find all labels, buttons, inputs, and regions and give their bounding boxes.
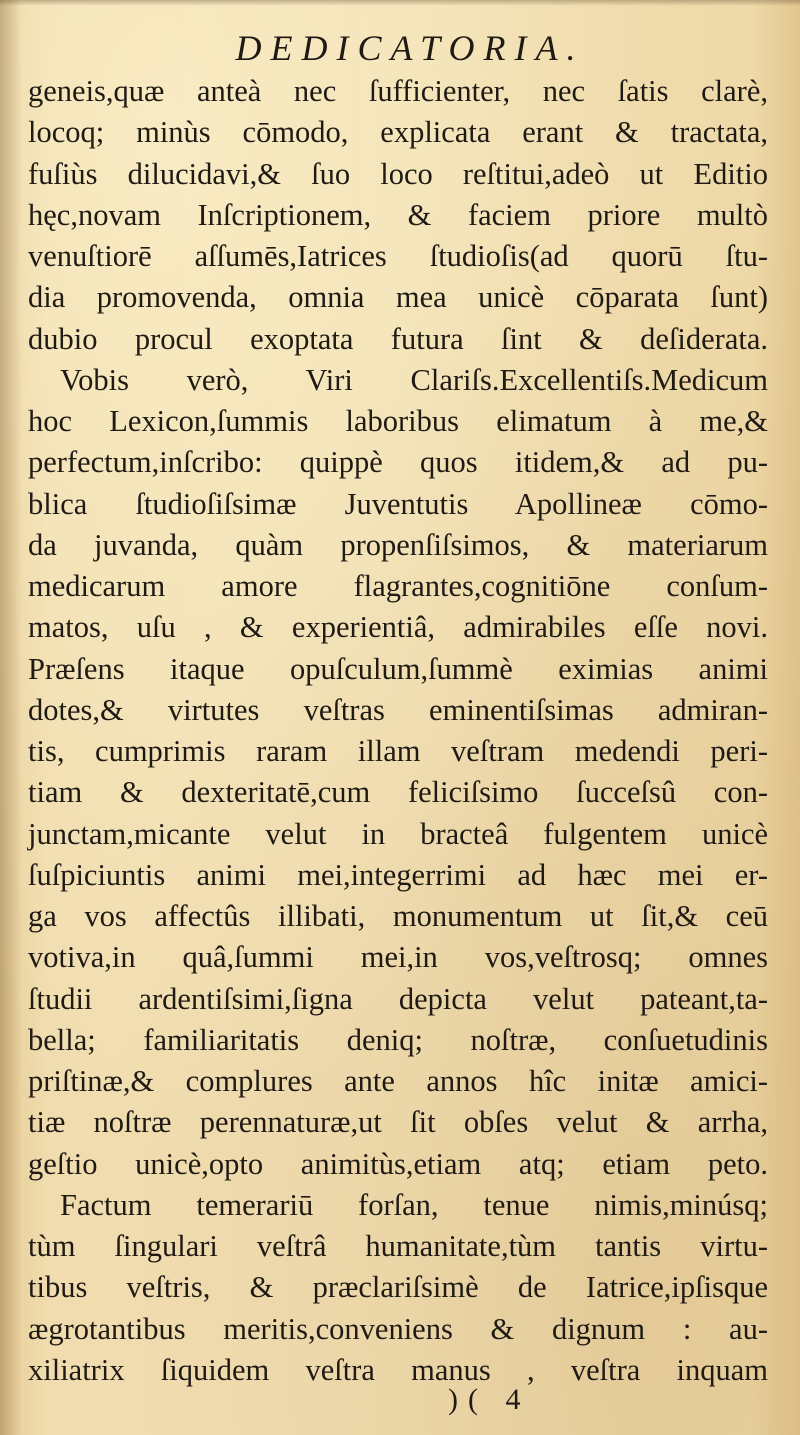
text-line: Vobis verò, Viri Clariſs.Excellentiſs.Medicum xyxy=(60,362,768,397)
text-line: ſuſpiciuntis animi mei,integerrimi ad hæc mei er- xyxy=(28,857,768,892)
text-line: tiæ noſtræ perennaturæ,ut ſit obſes velut & arrha, xyxy=(28,1105,768,1140)
text-line: Factum temerariū forſan, tenue nimis,minúsq; xyxy=(60,1187,768,1222)
text-line: tùm ſingulari veſtrâ humanitate,tùm tantis virtu- xyxy=(28,1229,768,1263)
text-line: dotes,& virtutes veſtras eminentiſsimas admiran- xyxy=(28,692,768,727)
text-line: priſtinæ,& complures ante annos hîc initæ amici- xyxy=(28,1064,768,1098)
text-line: tibus veſtris, & præclariſsimè de Iatrice,ipſisque xyxy=(28,1270,768,1305)
text-line: tis, cumprimis raram illam veſtram medendi peri- xyxy=(28,734,768,768)
text-line: Præſens itaque opuſculum,ſummè eximias animi xyxy=(28,651,768,686)
text-line: hęc,novam Inſcriptionem, & faciem priore multò xyxy=(28,197,768,232)
text-line: matos, uſu , & experientiâ, admirabiles eſſe novi. xyxy=(28,610,768,645)
text-line: ægrotantibus meritis,conveniens & dignum : au- xyxy=(28,1311,768,1346)
text-line: geſtio unicè,opto animitùs,etiam atq; etiam peto. xyxy=(28,1146,768,1181)
text-line: ga vos affectûs illibati, monumentum ut ſit,& ceū xyxy=(28,899,768,933)
text-line: hoc Lexicon,ſummis laboribus elimatum à me,& xyxy=(28,404,768,438)
text-line: fuſiùs dilucidavi,& ſuo loco reſtitui,adeò ut Editio xyxy=(28,156,768,191)
text-line: blica ſtudioſiſsimæ Juventutis Apollineæ cōmo- xyxy=(28,486,768,521)
text-line: medicarum amore flagrantes,cognitiōne conſum- xyxy=(28,569,768,603)
text-line: locoq; minùs cōmodo, explicata erant & tractata, xyxy=(28,115,768,150)
text-line: junctam,micante velut in bracteâ fulgentem unicè xyxy=(28,816,768,851)
page-heading: DEDICATORIA. xyxy=(235,28,585,68)
signature-mark: )( 4 xyxy=(448,1383,531,1416)
text-line: geneis,quæ anteà nec ſufficienter, nec ſatis clarè, xyxy=(28,74,768,108)
page-gutter-shadow xyxy=(0,0,22,1435)
text-line: dia promovenda, omnia mea unicè cōparata ſunt) xyxy=(28,280,768,315)
text-line: tiam & dexteritatē,cum feliciſsimo ſucceſsû con- xyxy=(28,775,768,810)
text-line: ſtudii ardentiſsimi,ſigna depicta velut pateant,ta- xyxy=(28,981,768,1016)
text-line: bella; familiaritatis deniq; noſtræ, conſuetudinis xyxy=(28,1022,768,1057)
text-line: xiliatrix ſiquidem veſtra manus , veſtra inquam xyxy=(28,1352,768,1387)
page-top-edge xyxy=(0,0,800,6)
text-line: da juvanda, quàm propenſiſsimos, & materiarum xyxy=(28,527,768,562)
text-line: dubio procul exoptata futura ſint & deſiderata. xyxy=(28,321,768,356)
text-line: votiva,in quâ,ſummi mei,in vos,veſtrosq; omnes xyxy=(28,940,768,975)
text-line: perfectum,inſcribo: quippè quos itidem,& ad pu- xyxy=(28,445,768,480)
text-line: venuſtiorē aſſumēs,Iatrices ſtudioſis(ad quorū ſtu- xyxy=(28,239,768,273)
